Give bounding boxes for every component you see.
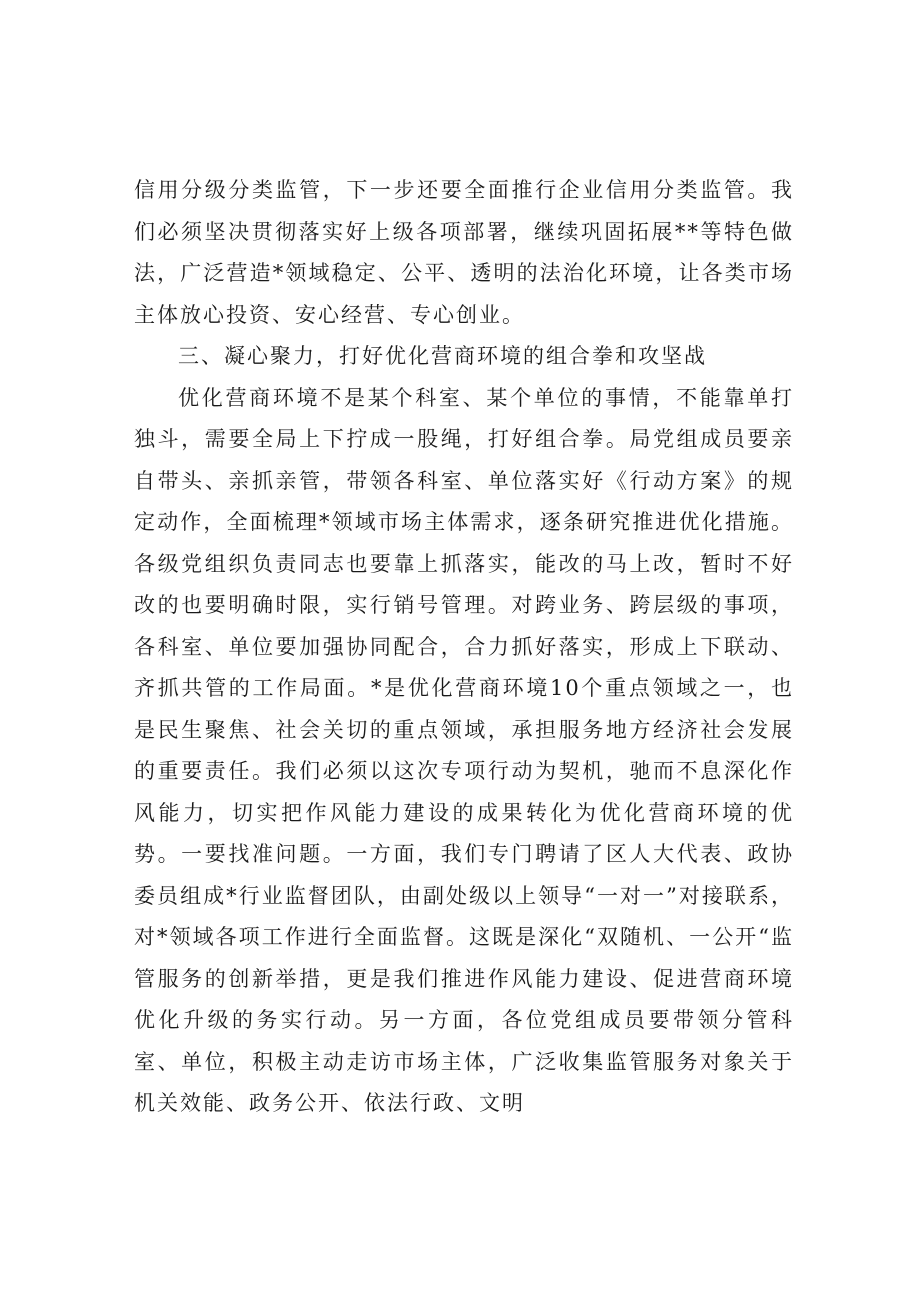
section-heading: 三、凝心聚力，打好优化营商环境的组合拳和攻坚战: [178, 344, 707, 368]
document-body: [134, 170, 794, 1125]
main-paragraph: 优化营商环境不是某个科室、某个单位的事情，不能靠单打独斗，需要全局上下拧成一股绳，打好组合拳。局党组成员要亲自带头、亲抓亲管，带领各科室、单位落实好《行动方案》的规定动作，全面梳理*领域市场主体需求，逐条研究推进优化措施。各级党组织负责同志也要靠上抓落实，能改的马上改，暂时不好改的也要明确时限，实行销号管理。对跨业务、跨层级的事项，各科室、单位要加强协同配合，合力抓好落实，形成上下联动、齐抓共管的工作局面。*是优化营商环境10个重点领域之一，也是民生聚焦、社会关切的重点领域，承担服务地方经济社会发展的重要责任。我们必须以这次专项行动为契机，驰而不息深化作风能力，切实把作风能力建设的成果转化为优化营商环境的优势。一要找准问题。一方面，我们专门聘请了区人大代表、政协委员组成*行业监督团队，由副处级以上领导“一对一”对接联系，对*领域各项工作进行全面监督。这既是深化“双随机、一公开“监管服务的创新举措，更是我们推进作风能力建设、促进营商环境优化升级的务实行动。另一方面，各位党组成员要带领分管科室、单位，积极主动走访市场主体，广泛收集监管服务对象关于机关效能、政务公开、依法行政、文明: [134, 385, 794, 1115]
continued-paragraph: 信用分级分类监管，下一步还要全面推行企业信用分类监管。我们必须坚决贯彻落实好上级各项部署，继续巩固拓展**等特色做法，广泛营造*领域稳定、公平、透明的法治化环境，让各类市场主体放心投资、安心经营、专心创业。: [134, 178, 794, 327]
